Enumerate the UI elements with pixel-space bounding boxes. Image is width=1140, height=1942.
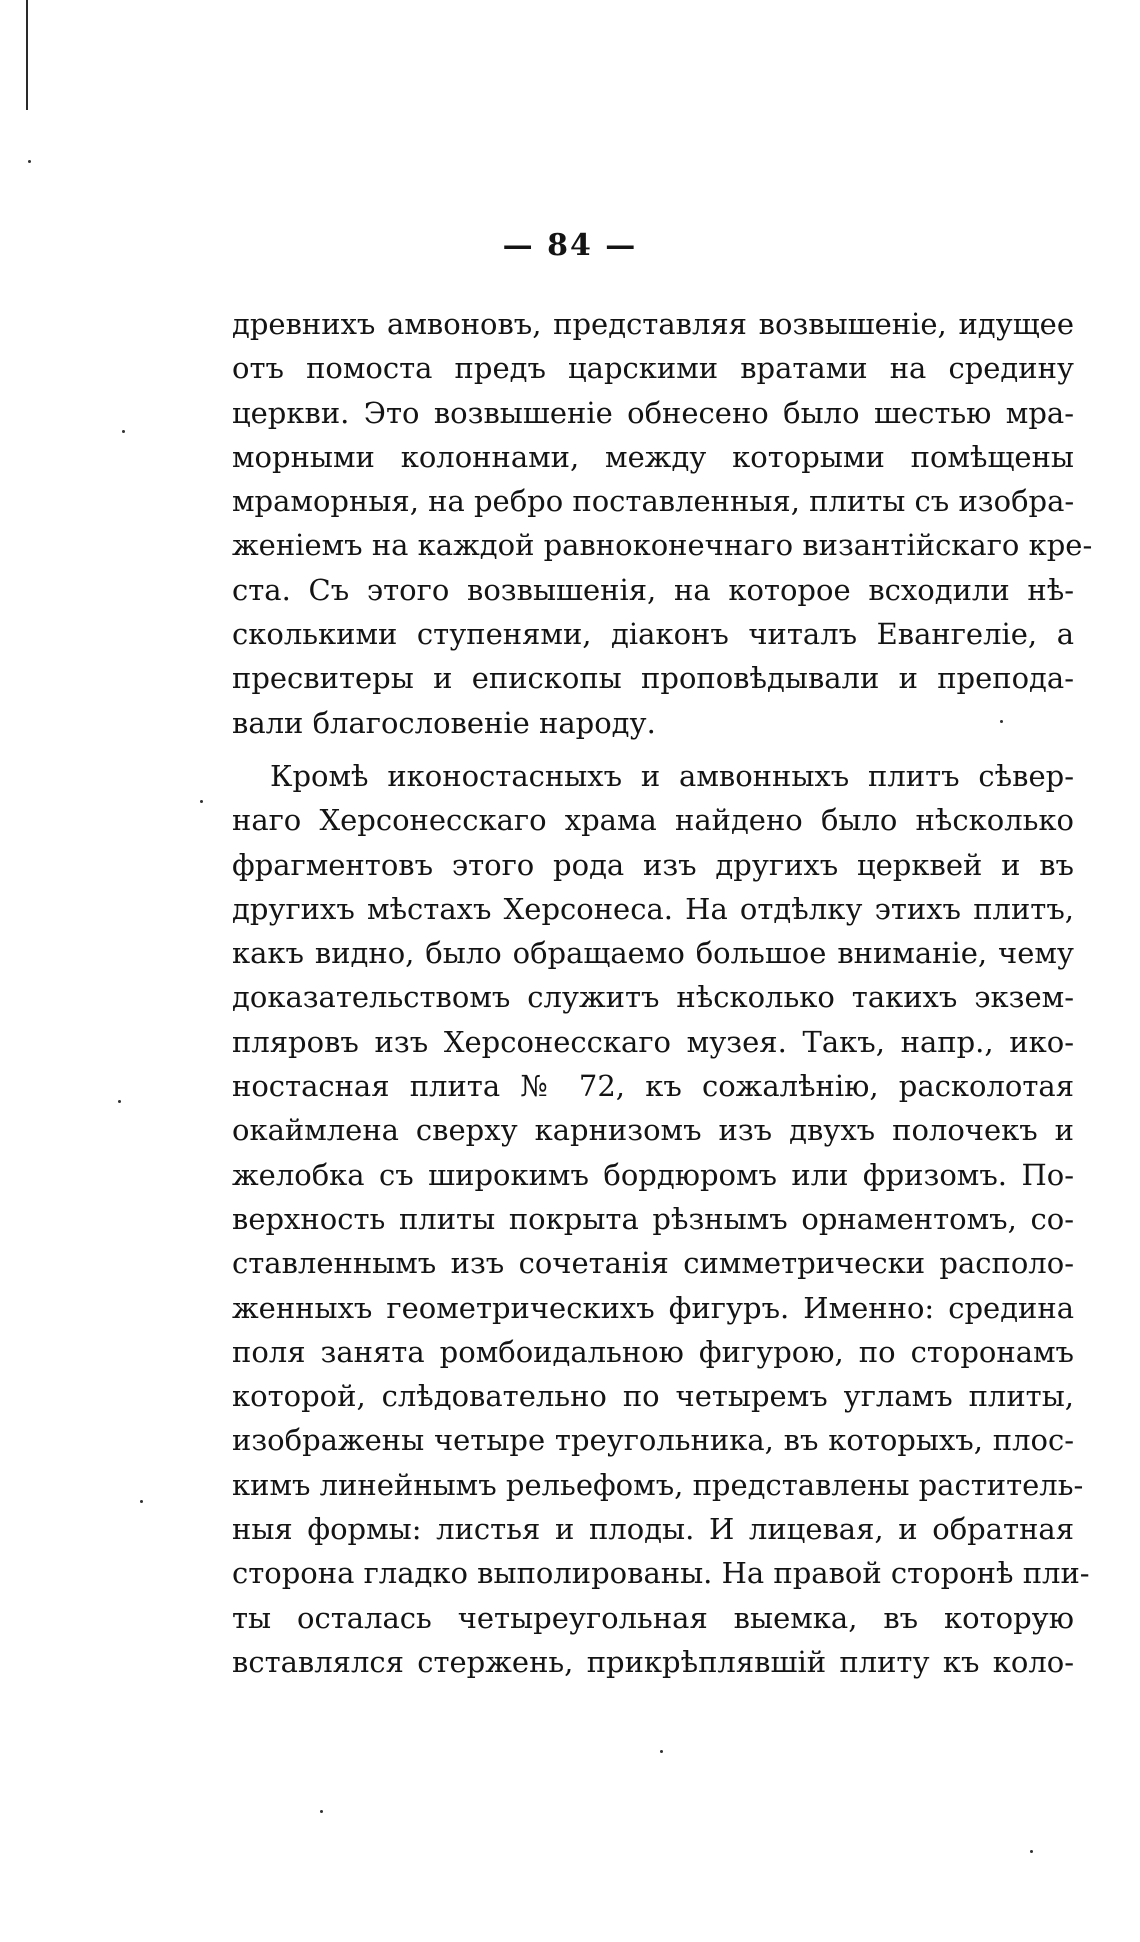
text-line: окаймлена сверху карнизомъ изъ двухъ полочекъ и <box>232 1113 1074 1148</box>
text-line: древнихъ амвоновъ, представляя возвышеніе, идущее <box>232 307 1074 341</box>
text-line: желобка съ широкимъ бордюромъ или фризомъ. По- <box>232 1157 1074 1192</box>
page-number: — 84 — <box>502 228 638 263</box>
text-line: ста. Съ этого возвышенія, на которое всходили нѣ- <box>232 572 1074 607</box>
scan-speck <box>320 1810 323 1813</box>
text-line: церкви. Это возвышеніе обнесено было шестью мра- <box>232 395 1074 430</box>
text-line: доказательствомъ служитъ нѣсколько такихъ экзем- <box>232 980 1074 1015</box>
scan-speck <box>118 1100 121 1103</box>
text-line: вали благословеніе народу. <box>232 705 656 740</box>
body-text <box>232 302 1093 1684</box>
text-line: отъ помоста предъ царскими вратами на средину <box>232 351 1074 386</box>
paragraph <box>232 302 1093 745</box>
text-line: ностасная плита № 72, къ сожалѣнію, расколотая <box>232 1069 1074 1104</box>
text-line: Кромѣ иконостасныхъ и амвонныхъ плитъ сѣвер- <box>270 758 1074 793</box>
text-line: морными колоннами, между которыми помѣщены <box>232 439 1074 474</box>
scan-speck <box>660 1750 663 1753</box>
text-line: кимъ линейнымъ рельефомъ, представлены раститель- <box>232 1467 1084 1502</box>
text-line: другихъ мѣстахъ Херсонеса. На отдѣлку этихъ плитъ, <box>232 891 1074 926</box>
text-line: поля занята ромбоидальною фигурою, по сторонамъ <box>232 1334 1074 1369</box>
scan-speck <box>1030 1850 1033 1853</box>
text-line: ты осталась четыреугольная выемка, въ которую <box>232 1600 1074 1635</box>
text-line: верхность плиты покрыта рѣзнымъ орнаментомъ, со- <box>232 1201 1074 1236</box>
scan-speck <box>28 160 31 163</box>
text-line: вставлялся стержень, прикрѣплявшій плиту къ коло- <box>232 1644 1074 1679</box>
text-line: наго Херсонесскаго храма найдено было нѣсколько <box>232 803 1074 838</box>
text-line: женіемъ на каждой равноконечнаго византійскаго кре- <box>232 528 1093 563</box>
scan-edge-line <box>26 0 28 110</box>
text-line: изображены четыре треугольника, въ которыхъ, плос- <box>232 1423 1074 1458</box>
paragraph <box>232 754 1090 1684</box>
text-line: женныхъ геометрическихъ фигуръ. Именно: средина <box>232 1290 1074 1325</box>
text-line: которой, слѣдовательно по четыремъ угламъ плиты, <box>232 1379 1074 1414</box>
scan-speck <box>200 800 203 803</box>
text-line: мраморныя, на ребро поставленныя, плиты съ изобра- <box>232 484 1075 519</box>
text-line: какъ видно, было обращаемо большое вниманіе, чему <box>232 936 1074 971</box>
text-line: сколькими ступенями, діаконъ читалъ Евангеліе, а <box>232 617 1074 652</box>
scan-speck <box>122 430 125 433</box>
paragraph-gap <box>232 745 1074 754</box>
text-line: пляровъ изъ Херсонесскаго музея. Такъ, напр., ико- <box>232 1024 1074 1059</box>
text-line: сторона гладко выполированы. На правой сторонѣ пли- <box>232 1556 1090 1591</box>
text-line: ставленнымъ изъ сочетанія симметрически располо- <box>232 1246 1074 1281</box>
scan-speck <box>140 1500 143 1503</box>
text-line: фрагментовъ этого рода изъ другихъ церквей и въ <box>232 847 1074 882</box>
text-line: пресвитеры и епископы проповѣдывали и препода- <box>232 661 1074 696</box>
text-line: ныя формы: листья и плоды. И лицевая, и обратная <box>232 1512 1074 1547</box>
